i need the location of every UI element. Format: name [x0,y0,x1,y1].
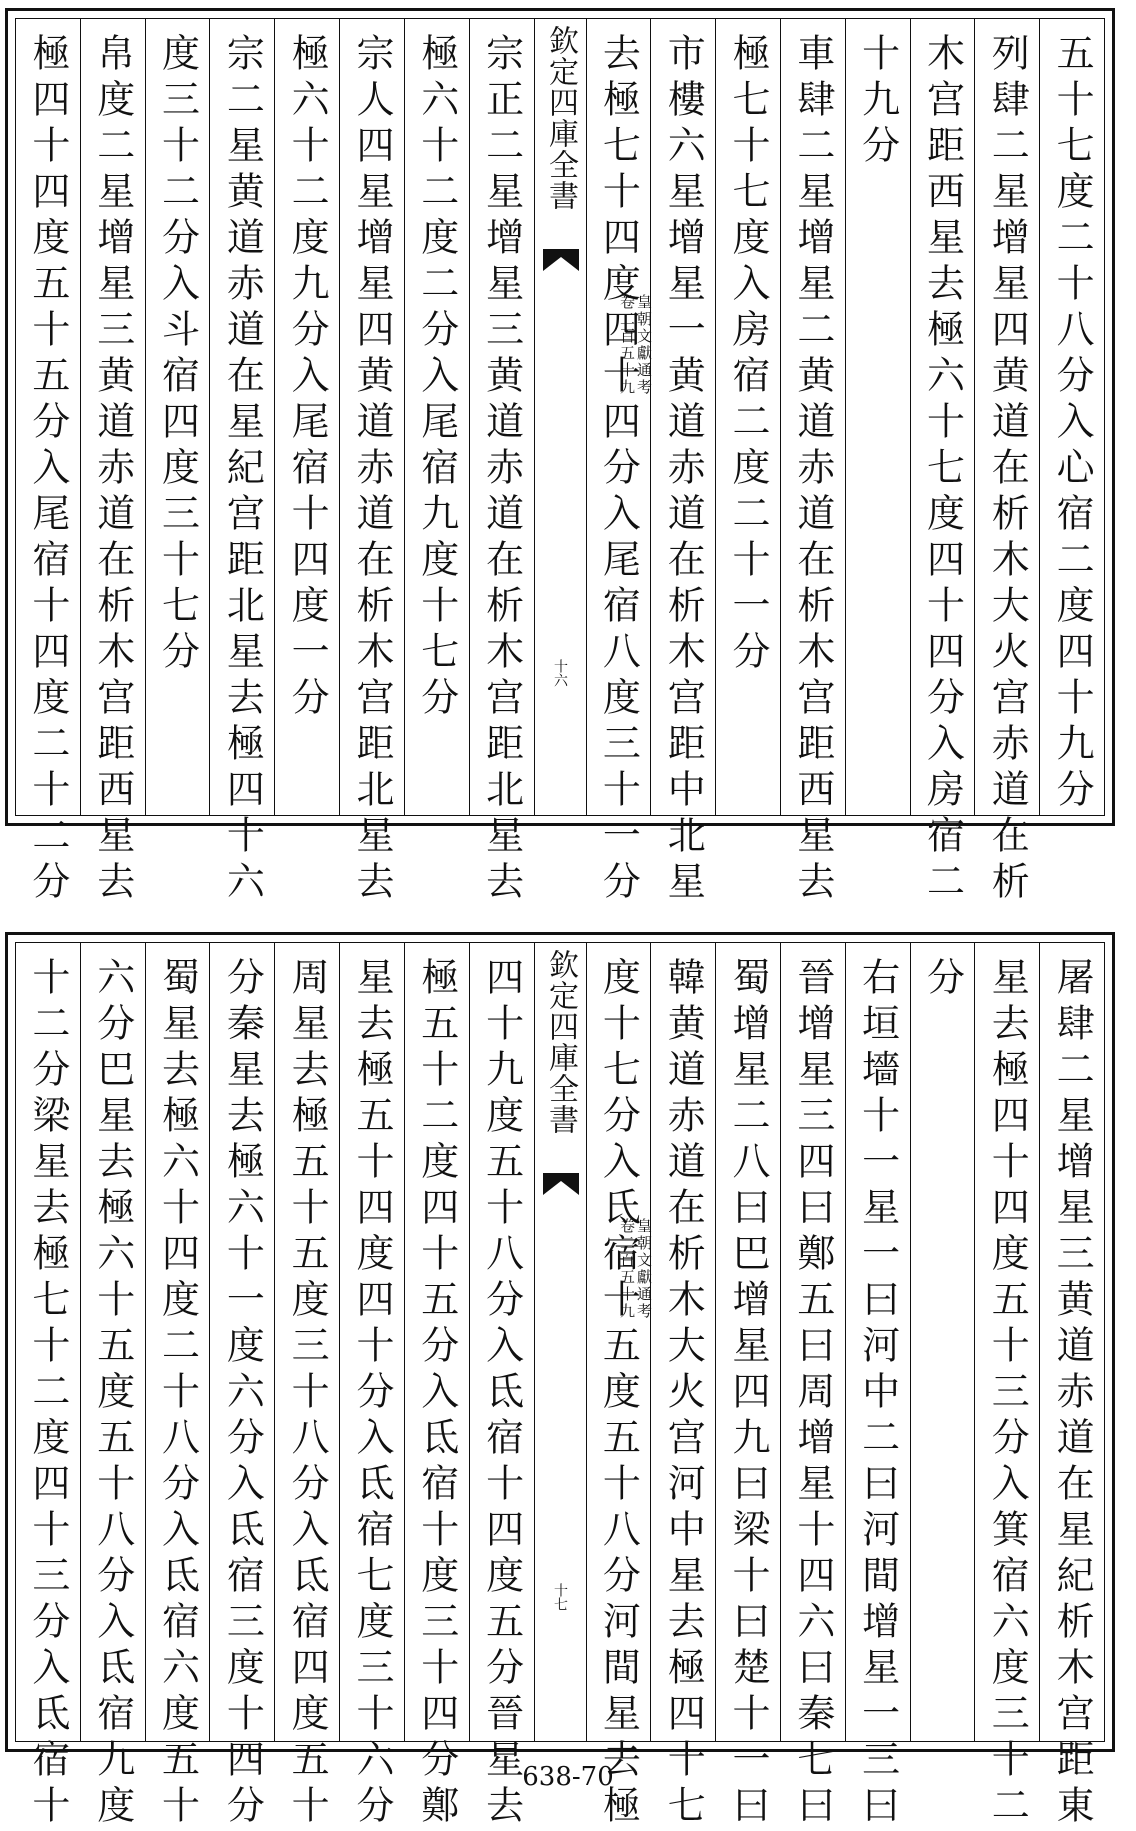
book-info [469,1218,651,1320]
text-column [715,943,780,1831]
text-column [650,19,715,907]
column-text: 去極七十四度四十四分入尾宿八度三十一分 [596,33,641,907]
text-column [339,19,404,907]
text-column [80,19,145,907]
top-page [5,8,1115,907]
column-text: 極七十七度入房宿二度二十一分 [726,33,771,677]
column-text: 六分巴星去極六十五度五十八分入氐宿九度 [90,957,135,1831]
series-title: 欽定四庫全書 [543,949,578,1135]
column-text: 度十七分入氐宿十五度五十八分河間星去極 [596,957,641,1831]
text-column [1039,943,1104,1831]
book-info [469,294,651,396]
text-column [339,943,404,1831]
column-text: 列肆二星增星四黄道在析木大火宫赤道在析 [985,33,1030,907]
text-column [469,943,534,1831]
page-number: 638-70 [522,1762,614,1792]
column-text: 十九分 [855,33,900,171]
column-text: 五十七度二十八分入心宿二度四十九分 [1050,33,1095,815]
text-column [145,19,210,815]
column-text: 宗人四星增星四黄道赤道在析木宫距北星去 [349,33,394,907]
text-column [910,19,975,907]
text-column [469,19,534,907]
column-text: 極六十二度九分入尾宿十四度一分 [285,33,330,723]
column-text: 極六十二度二分入尾宿九度十七分 [414,33,459,723]
text-column [586,19,651,907]
column-text: 右垣墻十一星一曰河中二曰河間增星一三曰 [855,957,900,1831]
column-text: 宗正二星增星三黄道赤道在析木宫距北星去 [479,33,524,907]
column-text: 帛度二星增星三黄道赤道在析木宫距西星去 [90,33,135,907]
text-column [1039,19,1104,815]
column-text: 韓黄道赤道在析木大火宫河中星去極四十七 [661,957,706,1831]
text-column [404,19,469,815]
column-text: 蜀星去極六十四度二十八分入氐宿六度五十 [155,957,200,1831]
text-column [845,943,910,1831]
top-page-frame [15,18,1105,907]
folio-number: 十六 [552,659,568,687]
column-text: 晉增星三四曰鄭五曰周增星十四六曰秦七曰 [790,957,835,1831]
text-column [145,943,210,1831]
text-column [274,19,339,815]
text-column [404,943,469,1831]
text-column [974,19,1039,907]
column-text: 星去極四十四度五十三分入箕宿六度三十二 [985,957,1030,1831]
column-text: 周星去極五十五度三十八分入氐宿四度五十 [285,957,330,1831]
folio-number: 十七 [552,1583,568,1611]
column-text: 屠肆二星增星三黄道赤道在星紀析木宫距東 [1050,957,1095,1831]
column-text: 十二分梁星去極七十二度四十三分入氐宿十 [25,957,70,1831]
text-column [715,19,780,815]
column-text: 宗二星黄道赤道在星紀宫距北星去極四十六 [220,33,265,907]
column-text: 分 [920,957,965,1003]
text-column [209,19,274,907]
book-title: 皇朝文獻通考 [635,1218,653,1320]
column-text: 星去極五十四度四十分入氐宿七度三十六分 [349,957,394,1831]
column-text: 蜀增星二八曰巴增星四九曰梁十曰楚十一曰 [726,957,771,1831]
volume-number: 卷二百五十九 [618,1218,636,1320]
text-column [16,943,80,1831]
text-column [650,943,715,1831]
column-text: 分秦星去極六十一度六分入氐宿三度十四分 [220,957,265,1831]
text-column [586,943,651,1831]
fishtail-mark-icon [543,249,579,271]
text-column [80,943,145,1831]
text-column [780,943,845,1831]
text-column [780,19,845,907]
fishtail-mark-icon [543,1173,579,1195]
text-column [274,943,339,1831]
column-text: 四十九度五十八分入氐宿十四度五分晉星去 [479,957,524,1831]
column-text: 度三十二分入斗宿四度三十七分 [155,33,200,677]
series-title: 欽定四庫全書 [543,25,578,211]
column-text: 極四十四度五十五分入尾宿十四度二十二分 [25,33,70,907]
column-text: 車肆二星增星二黄道赤道在析木宫距西星去 [790,33,835,907]
text-column [974,943,1039,1831]
column-text: 木宫距西星去極六十七度四十四分入房宿二 [920,33,965,907]
text-column [910,943,975,1741]
text-column [16,19,80,907]
volume-number: 卷二百五十九 [618,294,636,396]
text-column [209,943,274,1831]
book-title: 皇朝文獻通考 [635,294,653,396]
text-column [845,19,910,815]
column-text: 市樓六星增星一黄道赤道在析木宫距中北星 [661,33,706,907]
column-text: 極五十二度四十五分入氐宿十度三十四分鄭 [414,957,459,1831]
